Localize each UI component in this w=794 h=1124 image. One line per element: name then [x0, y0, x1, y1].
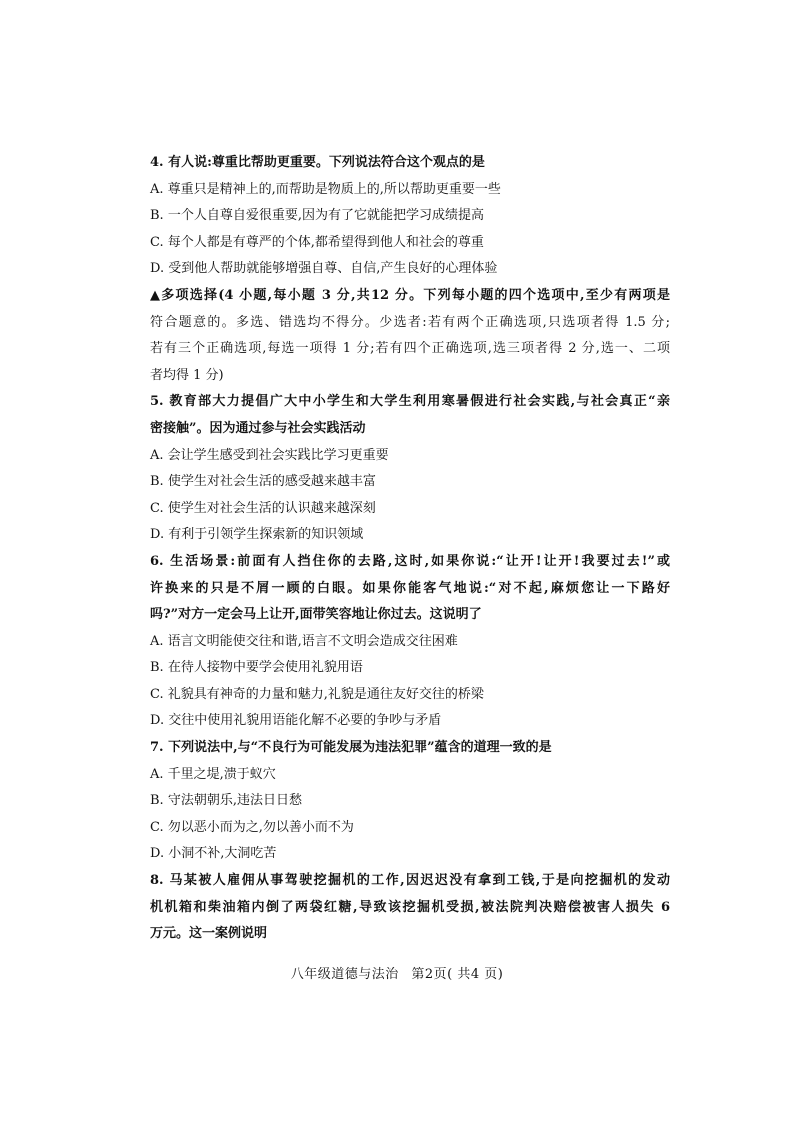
- question-7-stem: 7. 下列说法中,与“不良行为可能发展为违法犯罪”蕴含的道理一致的是: [150, 740, 552, 756]
- question-8-stem-line-3: 万元。这一案例说明: [150, 926, 268, 942]
- question-8-stem-line-1: 8. 马某被人雇佣从事驾驶挖掘机的工作,因迟迟没有拿到工钱,于是向挖掘机的发动: [150, 873, 670, 889]
- question-4: [150, 150, 670, 283]
- question-5: [150, 389, 670, 549]
- section-multiple-choice: [150, 283, 670, 389]
- question-6-option-a: A. 语言文明能使交往和谐,语言不文明会造成交往困难: [150, 633, 458, 649]
- section-instructions-line-2: 符合题意的。多选、错选均不得分。少选者:若有两个正确选项,只选项者得 1.5 分;: [150, 314, 670, 330]
- question-5-option-d: D. 有利于引领学生探索新的知识领域: [150, 527, 364, 543]
- question-5-option-c: C. 使学生对社会生活的认识越来越深刻: [150, 500, 376, 516]
- page-footer: [0, 963, 794, 982]
- question-6-option-b: B. 在待人接物中要学会使用礼貌用语: [150, 660, 363, 676]
- section-instructions-line-1: ▲多项选择(4 小题,每小题 3 分,共12 分。下列每小题的四个选项中,至少有两项是: [150, 287, 670, 303]
- question-5-stem-line-2: 密接触”。因为通过参与社会实践活动: [150, 420, 366, 436]
- question-7: [150, 735, 670, 868]
- question-5-option-a: A. 会让学生感受到社会实践比学习更重要: [150, 447, 389, 463]
- question-5-stem-line-1: 5. 教育部大力提倡广大中小学生和大学生利用寒暑假进行社会实践,与社会真正“亲: [150, 394, 670, 410]
- question-6: [150, 549, 670, 735]
- question-7-option-c: C. 勿以恶小而为之,勿以善小而不为: [150, 819, 354, 835]
- question-8-stem-line-2: 机机箱和柴油箱内倒了两袋红糖,导致该挖掘机受损,被法院判决赔偿被害人损失 6: [150, 899, 670, 915]
- footer-page-number: 第2页( 共4 页): [411, 967, 504, 982]
- question-6-option-c: C. 礼貌具有神奇的力量和魅力,礼貌是通往友好交往的桥梁: [150, 686, 484, 702]
- question-5-option-b: B. 使学生对社会生活的感受越来越丰富: [150, 474, 376, 490]
- question-4-stem: 4. 有人说:尊重比帮助更重要。下列说法符合这个观点的是: [150, 155, 485, 170]
- exam-content: [150, 150, 670, 948]
- question-4-option-c: C. 每个人都是有尊严的个体,都希望得到他人和社会的尊重: [150, 234, 484, 250]
- section-instructions-line-4: 者均得 1 分): [150, 367, 224, 383]
- question-6-stem-line-2: 许换来的只是不屑一顾的白眼。如果你能客气地说:“对不起,麻烦您让一下路好: [150, 580, 670, 596]
- question-4-option-d: D. 受到他人帮助就能够增强自尊、自信,产生良好的心理体验: [150, 261, 498, 277]
- question-6-stem-line-3: 吗?”对方一定会马上让开,面带笑容地让你过去。这说明了: [150, 607, 482, 623]
- question-6-stem-line-1: 6. 生活场景:前面有人挡住你的去路,这时,如果你说:“让开!让开!我要过去!”或: [150, 553, 670, 569]
- question-7-option-b: B. 守法朝朝乐,违法日日愁: [150, 793, 302, 809]
- question-6-option-d: D. 交往中使用礼貌用语能化解不必要的争吵与矛盾: [150, 713, 442, 729]
- question-4-option-a: A. 尊重只是精神上的,而帮助是物质上的,所以帮助更重要一些: [150, 181, 501, 197]
- question-7-option-a: A. 千里之堤,溃于蚁穴: [150, 766, 276, 782]
- question-7-option-d: D. 小洞不补,大洞吃苦: [150, 846, 277, 862]
- question-4-option-b: B. 一个人自尊自爱很重要,因为有了它就能把学习成绩提高: [150, 208, 484, 224]
- footer-subject: 八年级道德与法治: [290, 967, 399, 982]
- section-instructions-line-3: 若有三个正确选项,每选一项得 1 分;若有四个正确选项,选三项者得 2 分,选一、二项: [150, 341, 670, 357]
- question-8: [150, 868, 670, 948]
